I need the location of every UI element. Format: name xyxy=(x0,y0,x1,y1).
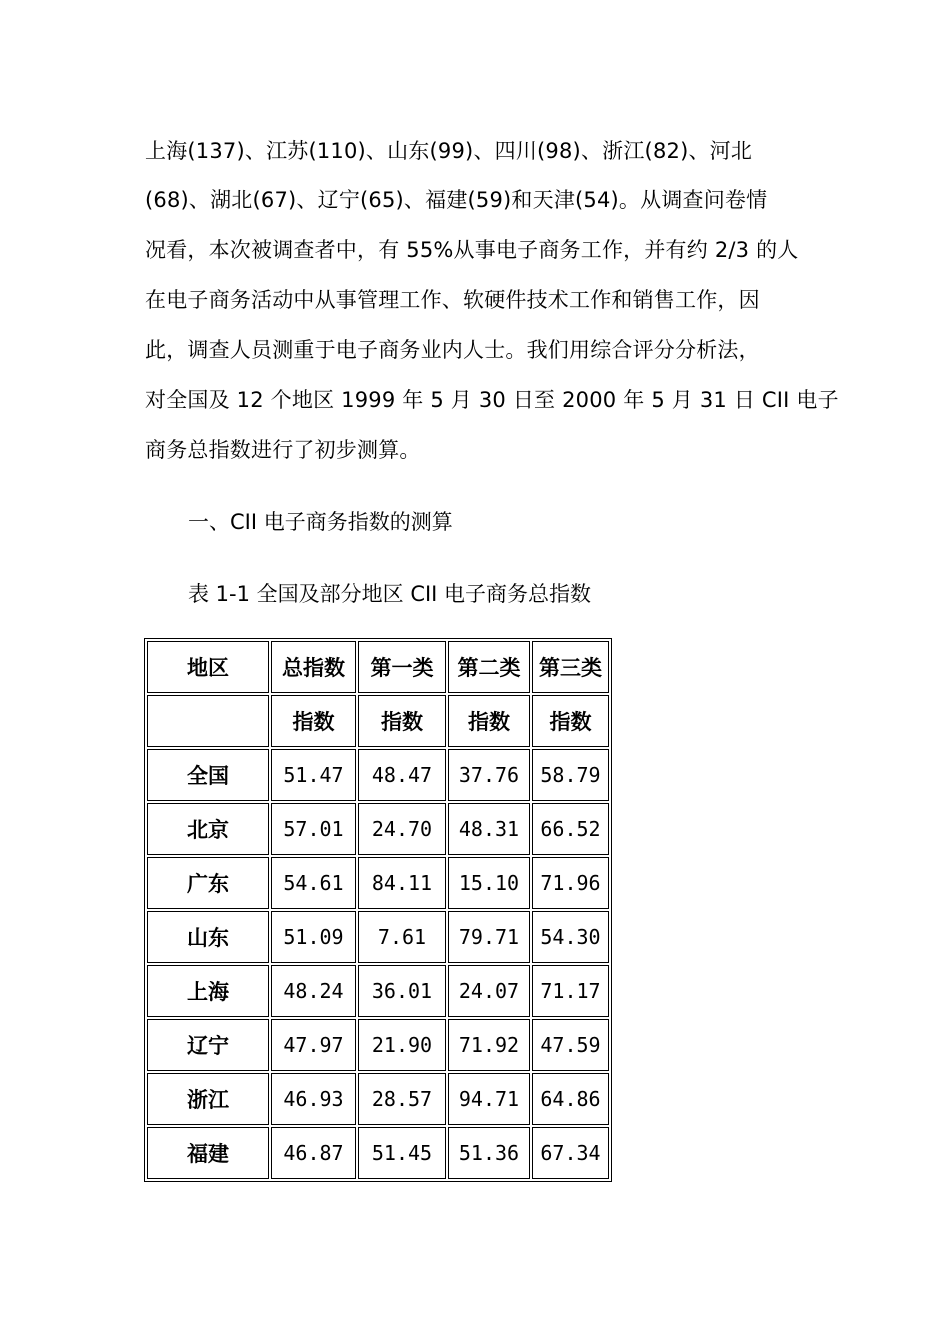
cat1-index-cell: 24.70 xyxy=(358,803,446,855)
section-heading: 一、CII 电子商务指数的测算 xyxy=(188,510,453,534)
paragraph-line-3: 况看，本次被调查者中，有 55%从事电子商务工作，并有约 2/3 的人 xyxy=(145,238,799,262)
cat2-index-cell: 51.36 xyxy=(448,1127,530,1179)
total-index-cell: 48.24 xyxy=(271,965,356,1017)
subheader-cell-cat1: 指数 xyxy=(358,695,446,747)
table-row xyxy=(147,803,609,855)
table-row xyxy=(147,1019,609,1071)
subheader-cell-total: 指数 xyxy=(271,695,356,747)
paragraph-line-5: 此，调查人员测重于电子商务业内人士。我们用综合评分分析法， xyxy=(145,338,760,362)
cat2-index-cell: 48.31 xyxy=(448,803,530,855)
cat1-index-cell: 21.90 xyxy=(358,1019,446,1071)
region-cell: 北京 xyxy=(147,803,269,855)
cat1-index-cell: 7.61 xyxy=(358,911,446,963)
paragraph-line-1: 上海(137)、江苏(110)、山东(99)、四川(98)、浙江(82)、河北 xyxy=(145,139,753,163)
cat3-index-cell: 66.52 xyxy=(532,803,609,855)
cat3-index-cell: 71.17 xyxy=(532,965,609,1017)
region-cell: 广东 xyxy=(147,857,269,909)
region-cell: 山东 xyxy=(147,911,269,963)
cat1-index-cell: 48.47 xyxy=(358,749,446,801)
table-caption: 表 1-1 全国及部分地区 CII 电子商务总指数 xyxy=(188,582,592,606)
cat3-index-cell: 58.79 xyxy=(532,749,609,801)
cat1-index-cell: 84.11 xyxy=(358,857,446,909)
cat2-index-cell: 71.92 xyxy=(448,1019,530,1071)
total-index-cell: 47.97 xyxy=(271,1019,356,1071)
cat1-index-cell: 51.45 xyxy=(358,1127,446,1179)
table-header-row xyxy=(147,641,609,693)
table-row xyxy=(147,1073,609,1125)
total-index-cell: 51.47 xyxy=(271,749,356,801)
cat2-index-cell: 79.71 xyxy=(448,911,530,963)
paragraph-line-2: (68)、湖北(67)、辽宁(65)、福建(59)和天津(54)。从调查问卷情 xyxy=(145,188,768,212)
header-cell-cat2: 第二类 xyxy=(448,641,530,693)
total-index-cell: 46.87 xyxy=(271,1127,356,1179)
cat3-index-cell: 71.96 xyxy=(532,857,609,909)
cat3-index-cell: 67.34 xyxy=(532,1127,609,1179)
header-cell-cat1: 第一类 xyxy=(358,641,446,693)
cat2-index-cell: 24.07 xyxy=(448,965,530,1017)
region-cell: 全国 xyxy=(147,749,269,801)
cat3-index-cell: 64.86 xyxy=(532,1073,609,1125)
table-row xyxy=(147,1127,609,1179)
cat2-index-cell: 94.71 xyxy=(448,1073,530,1125)
header-cell-cat3: 第三类 xyxy=(532,641,609,693)
region-cell: 辽宁 xyxy=(147,1019,269,1071)
paragraph-line-7: 商务总指数进行了初步测算。 xyxy=(145,438,421,462)
cat3-index-cell: 47.59 xyxy=(532,1019,609,1071)
table-row xyxy=(147,749,609,801)
region-cell: 浙江 xyxy=(147,1073,269,1125)
header-cell-region: 地区 xyxy=(147,641,269,693)
region-cell: 上海 xyxy=(147,965,269,1017)
subheader-cell-cat3: 指数 xyxy=(532,695,609,747)
subheader-cell-region xyxy=(147,695,269,747)
table-subheader-row xyxy=(147,695,609,747)
total-index-cell: 46.93 xyxy=(271,1073,356,1125)
paragraph-line-4: 在电子商务活动中从事管理工作、软硬件技术工作和销售工作，因 xyxy=(145,288,760,312)
table-row xyxy=(147,911,609,963)
subheader-cell-cat2: 指数 xyxy=(448,695,530,747)
table-row xyxy=(147,857,609,909)
region-cell: 福建 xyxy=(147,1127,269,1179)
index-table xyxy=(144,638,612,1182)
total-index-cell: 57.01 xyxy=(271,803,356,855)
cat1-index-cell: 36.01 xyxy=(358,965,446,1017)
cat1-index-cell: 28.57 xyxy=(358,1073,446,1125)
table-row xyxy=(147,965,609,1017)
cat2-index-cell: 15.10 xyxy=(448,857,530,909)
header-cell-total: 总指数 xyxy=(271,641,356,693)
total-index-cell: 54.61 xyxy=(271,857,356,909)
cat2-index-cell: 37.76 xyxy=(448,749,530,801)
cat3-index-cell: 54.30 xyxy=(532,911,609,963)
paragraph-line-6: 对全国及 12 个地区 1999 年 5 月 30 日至 2000 年 5 月 31 日 CII 电子 xyxy=(145,388,839,412)
total-index-cell: 51.09 xyxy=(271,911,356,963)
